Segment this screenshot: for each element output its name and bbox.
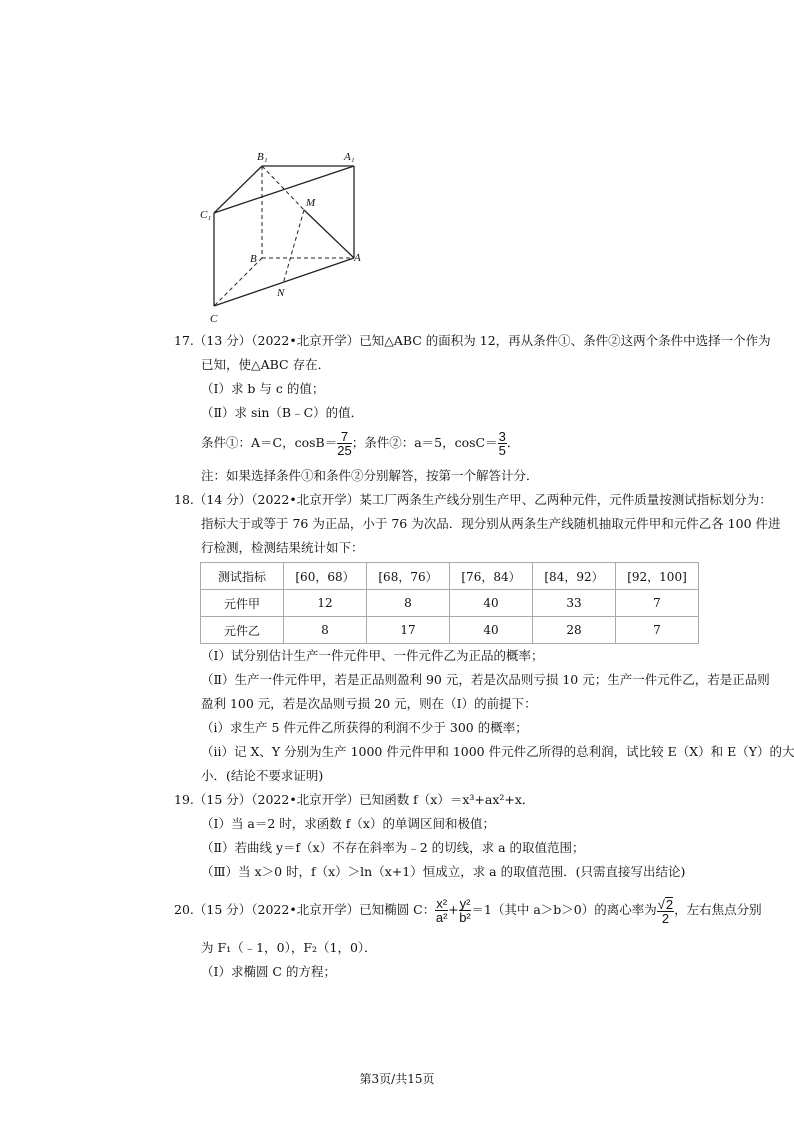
- q18-part-ii-b: 小．(结论不要求证明): [201, 768, 324, 783]
- fx-den: a²: [435, 910, 448, 925]
- frac2-den: 5: [498, 443, 506, 458]
- fraction-x2-a2: [435, 897, 448, 924]
- q19-part1: （Ⅰ）当 a＝2 时，求函数 f（x）的单调区间和极值；: [201, 816, 495, 831]
- label-a1: A₁: [344, 151, 355, 163]
- frac1-num: 7: [337, 430, 351, 444]
- table-cell: 40: [450, 617, 533, 644]
- q17-line2: 已知，使△ABC 存在．: [201, 357, 331, 372]
- label-m: M: [306, 197, 316, 209]
- sqrt-num: √2: [657, 896, 674, 912]
- fraction-y2-b2: [459, 897, 472, 924]
- fx-num: x²: [436, 896, 448, 911]
- page-number: 第3页/共15页: [359, 1072, 435, 1086]
- table-cell: 元件甲: [201, 590, 284, 617]
- q19-line1: 19.（15 分）（2022•北京开学）已知函数 f（x）＝x³+ax²+x．: [174, 792, 535, 807]
- q19-part2: （Ⅱ）若曲线 y＝f（x）不存在斜率为﹣2 的切线，求 a 的取值范围；: [201, 840, 585, 855]
- q20-part1: （Ⅰ）求椭圆 C 的方程；: [201, 964, 336, 979]
- e-den: 2: [661, 910, 670, 926]
- q18-part2a: （Ⅱ）生产一件元件甲，若是正品则盈利 90 元，若是次品则亏损 10 元；生产一件元件乙，若是正品则: [201, 672, 770, 687]
- q20-mid: ＝1（其中 a＞b＞0）的离心率为: [471, 902, 657, 917]
- test-results-table: [200, 562, 699, 644]
- q18-line2: 指标大于或等于 76 为正品，小于 76 为次品．现分别从两条生产线随机抽取元件甲和元件乙各 100 件进: [201, 516, 781, 531]
- table-header-cell: [68，76）: [367, 563, 450, 590]
- table-header-cell: [84，92）: [533, 563, 616, 590]
- label-b1: B₁: [257, 151, 268, 163]
- q17-note: 注：如果选择条件①和条件②分别解答，按第一个解答计分．: [201, 468, 539, 483]
- label-c: C: [210, 313, 218, 325]
- label-c1: C₁: [200, 209, 212, 221]
- q20-line1: [174, 894, 762, 926]
- q19-part3: （Ⅲ）当 x＞0 时，f（x）＞ln（x+1）恒成立，求 a 的取值范围．(只需直接写出结论): [201, 864, 686, 879]
- q20-prefix: 20.（15 分）（2022•北京开学）已知椭圆 C：: [174, 902, 436, 917]
- table-cell: 33: [533, 590, 616, 617]
- table-header-row: [201, 563, 699, 590]
- q18-part-i: （i）求生产 5 件元件乙所获得的利润不少于 300 的概率；: [201, 720, 528, 735]
- sqrt-radicand: 2: [665, 896, 674, 912]
- q17-part2: （Ⅱ）求 sin（B﹣C）的值．: [201, 405, 364, 420]
- q18-part-ii-a: （ii）记 X、Y 分别为生产 1000 件元件甲和 1000 件元件乙所得的总利润，试比较 E（X）和 E（Y）的大: [201, 744, 794, 759]
- table-header-cell: [60，68）: [284, 563, 367, 590]
- table-cell: 元件乙: [201, 617, 284, 644]
- table-row: [201, 590, 699, 617]
- fraction-7-25: [337, 430, 351, 457]
- table-row: [201, 617, 699, 644]
- fraction-3-5: [498, 430, 507, 457]
- table-cell: 8: [367, 590, 450, 617]
- q18-line3: 行检测，检测结果统计如下：: [201, 540, 364, 555]
- q17-cond-b: ；条件②：a＝5，cosC＝: [351, 435, 498, 450]
- table-cell: 17: [367, 617, 450, 644]
- table-cell: 28: [533, 617, 616, 644]
- q18-part2b: 盈利 100 元，若是次品则亏损 20 元，则在（I）的前提下：: [201, 696, 537, 711]
- label-a: A: [354, 252, 361, 264]
- table-header-cell: [92，100]: [616, 563, 699, 590]
- frac1-den: 25: [337, 443, 352, 458]
- table-cell: 12: [284, 590, 367, 617]
- label-b: B: [250, 253, 257, 265]
- table-cell: 7: [616, 590, 699, 617]
- fy-num: y²: [459, 896, 471, 911]
- label-n: N: [277, 287, 285, 299]
- q17-conditions: [201, 428, 519, 458]
- q18-part1: （Ⅰ）试分别估计生产一件元件甲、一件元件乙为正品的概率；: [201, 648, 544, 663]
- plus-sign: +: [448, 902, 459, 917]
- q18-line1: 18.（14 分）（2022•北京开学）某工厂两条生产线分别生产甲、乙两种元件，元件质量按测试指标划分为：: [174, 492, 772, 507]
- table-header-cell: 测试指标: [201, 563, 284, 590]
- frac2-num: 3: [498, 429, 506, 444]
- prism-figure: [196, 148, 386, 330]
- table-cell: 40: [450, 590, 533, 617]
- q17-line1: 17.（13 分）（2022•北京开学）已知△ABC 的面积为 12，再从条件①、条件②这两个条件中选择一个作为: [174, 333, 771, 348]
- q20-line2: 为 F₁（﹣1，0），F₂（1，0）．: [201, 940, 377, 955]
- fy-den: b²: [459, 910, 471, 925]
- table-cell: 7: [616, 617, 699, 644]
- q17-cond-a: 条件①：A＝C，cosB＝: [201, 435, 338, 450]
- fraction-sqrt2-2: [657, 897, 674, 925]
- q20-suffix: ，左右焦点分别: [674, 902, 762, 917]
- q17-cond-end: ．: [506, 435, 520, 450]
- table-header-cell: [76，84）: [450, 563, 533, 590]
- table-cell: 8: [284, 617, 367, 644]
- q17-part1: （Ⅰ）求 b 与 c 的值；: [201, 381, 325, 396]
